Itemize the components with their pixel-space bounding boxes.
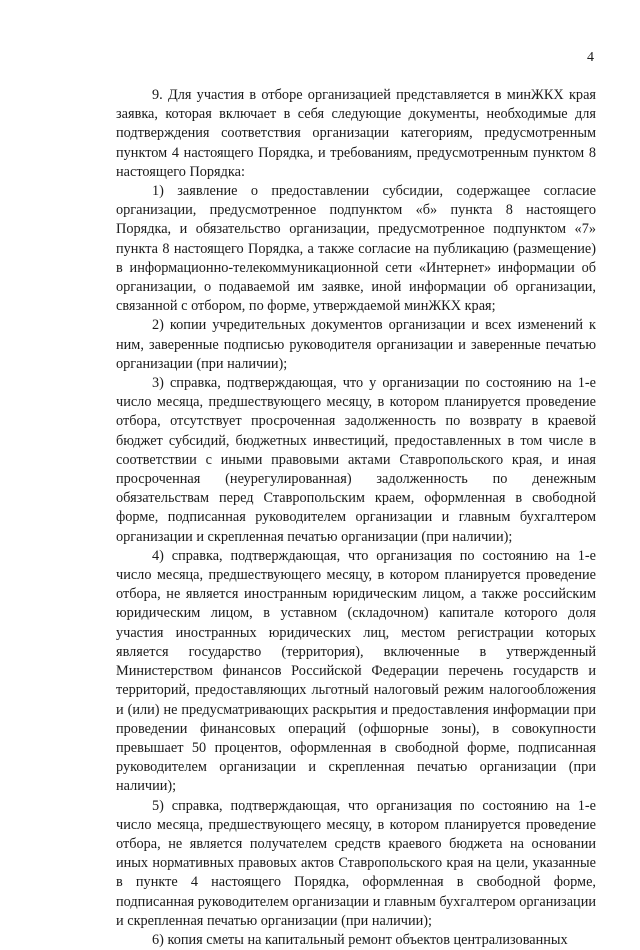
paragraph-item-1: 1) заявление о предоставлении субсидии, содержащее согласие организации, предусмотренное подпунктом «б» пункта 8 настоящего Порядка, и обязательство организации, предусмотренное подпунктом «7» пункта 8 настоящего Порядка, а также согласие на публикацию (размещение) в информационно-телекоммуникационной сети «Интернет» информации об организации, о подаваемой им заявке, иной информации об организации, связанной с отбором, по форме, утверждаемой минЖКХ края; (116, 183, 596, 315)
paragraph-item-3: 3) справка, подтверждающая, что у организации по состоянию на 1-е число месяца, предшествующего месяцу, в котором планируется проведение отбора, отсутствует просроченная задолженность по возврату в краевой бюджет субсидий, бюджетных инвестиций, предоставленных в том числе в соответствии с иными правовыми актами Ставропольского края, и иная просроченная (неурегулированная) задолженность по денежным обязательствам перед Ставропольским краем, оформленная в свободной форме, подписанная руководителем организации и главным бухгалтером организации и скрепленная печатью организации (при наличии); (116, 375, 596, 545)
document-body (116, 86, 596, 950)
paragraph-item-5: 5) справка, подтверждающая, что организация по состоянию на 1-е число месяца, предшествующего месяцу, в котором планируется проведение отбора, не является получателем средств краевого бюджета на основании иных нормативных правовых актов Ставропольского края на цели, указанные в пункте 4 настоящего Порядка, оформленная в свободной форме, подписанная руководителем организации и главным бухгалтером организации и скрепленная печатью организации (при наличии); (116, 797, 596, 929)
paragraph-item-2: 2) копии учредительных документов организации и всех изменений к ним, заверенные подписью руководителя организации и заверенные печатью организации (при наличии); (116, 317, 596, 372)
paragraph-item-4: 4) справка, подтверждающая, что организация по состоянию на 1-е число месяца, предшествующего месяцу, в котором планируется проведение отбора, не является иностранным юридическим лицом, а также российским юридическим лицом, в уставном (складочном) капитале которого доля участия иностранных юридических лиц, местом регистрации которых является государство (территория), включенные в утвержденный Министерством финансов Российской Федерации перечень государств и территорий, предоставляющих льготный налоговый режим налогообложения и (или) не предусматривающих раскрытия и предоставления информации при проведении финансовых операций (офшорные зоны), в совокупности превышает 50 процентов, оформленная в свободной форме, подписанная руководителем организации и скрепленная печатью организации (при наличии); (116, 547, 596, 795)
page-number: 4 (587, 50, 594, 65)
paragraph-item-6: 6) копия сметы на капитальный ремонт объектов централизованных (152, 931, 568, 948)
paragraph-9-intro: 9. Для участия в отборе организацией представляется в минЖКХ края заявка, которая включает в себя следующие документы, необходимые для подтверждения соответствия организации категориям, предусмотренным пунктом 4 настоящего Порядка, и требованиям, предусмотренным пунктом 8 настоящего Порядка: (116, 87, 596, 180)
